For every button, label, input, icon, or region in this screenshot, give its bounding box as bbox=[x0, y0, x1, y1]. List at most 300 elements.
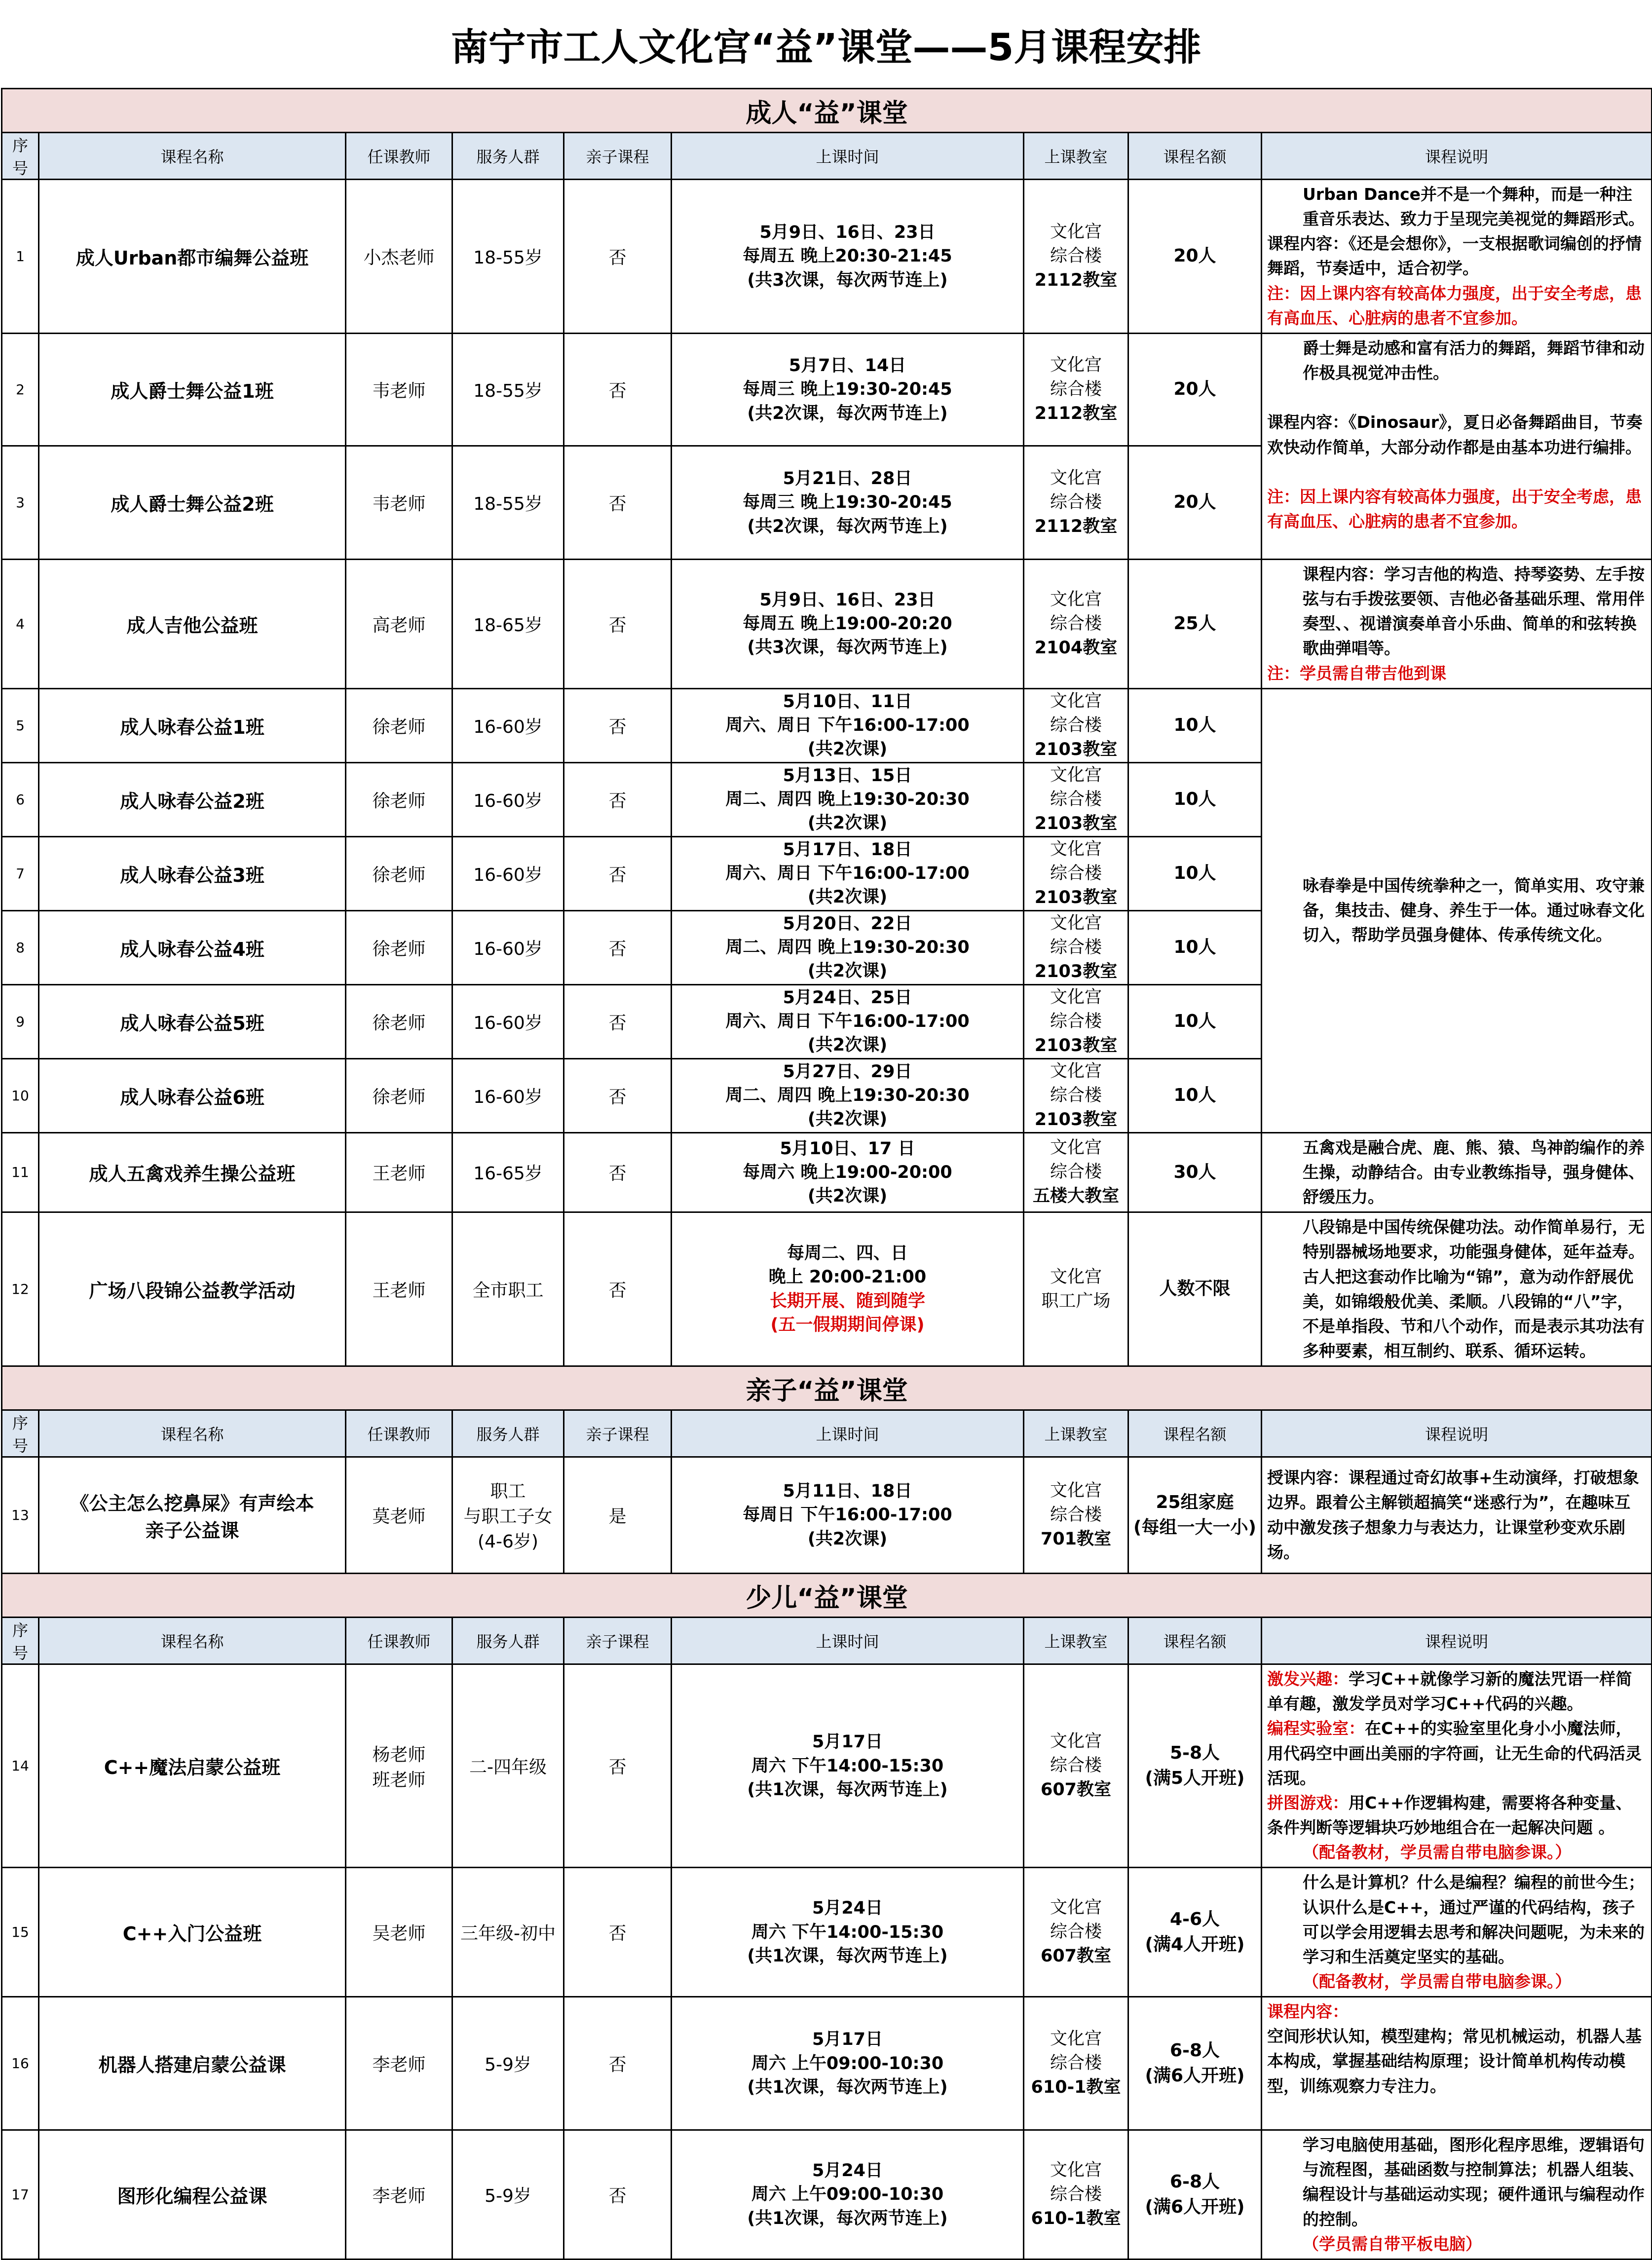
course-description bbox=[1262, 559, 1652, 688]
classroom-line: 文化宫 bbox=[1050, 1898, 1102, 1918]
table-row bbox=[2, 1457, 1652, 1574]
course-description bbox=[1262, 688, 1652, 1132]
class-time bbox=[672, 1457, 1024, 1574]
description-note: 注：因上课内容有较高体力强度，出于安全考虑，患有高血压、心脏病的患者不宜参加。 bbox=[1267, 487, 1642, 531]
class-time bbox=[672, 1997, 1024, 2130]
column-header: 课程名额 bbox=[1128, 1618, 1262, 1664]
classroom-line: 2104教室 bbox=[1034, 638, 1118, 658]
course-name bbox=[39, 1457, 346, 1574]
description-text: 授课内容：课程通过奇幻故事+生动演绎，打破想象边界。跟着公主解锁超搞笑“迷惑行为”，在趣味互动中激发孩子想象力与表达力，让课堂秒变欢乐剧场。 bbox=[1267, 1468, 1639, 1562]
target-group bbox=[452, 1457, 564, 1574]
class-time bbox=[672, 2130, 1024, 2260]
family-course-flag: 否 bbox=[564, 559, 672, 688]
description-note: （配备教材，学员需自带电脑参课。） bbox=[1303, 1972, 1572, 1991]
row-number: 16 bbox=[2, 1997, 39, 2130]
class-time-line: 5月24日 bbox=[812, 1898, 883, 1919]
family-course-flag: 否 bbox=[564, 836, 672, 910]
class-time-line: (共2次课) bbox=[807, 1035, 888, 1055]
target-group: 16-60岁 bbox=[452, 1058, 564, 1132]
section-title: 亲子“益”课堂 bbox=[2, 1366, 1652, 1410]
seat-quota bbox=[1128, 446, 1262, 559]
seat-quota bbox=[1128, 1212, 1262, 1366]
classroom-line: 综合楼 bbox=[1050, 1922, 1102, 1942]
classroom-line: 综合楼 bbox=[1050, 246, 1102, 266]
classroom-line: 综合楼 bbox=[1050, 1756, 1102, 1776]
course-name: C++入门公益班 bbox=[39, 1868, 346, 1997]
description-item-label: 拼图游戏： bbox=[1267, 1793, 1349, 1812]
family-course-flag: 否 bbox=[564, 1997, 672, 2130]
family-course-flag: 否 bbox=[564, 762, 672, 836]
seat-quota bbox=[1128, 333, 1262, 446]
seat-quota-line: (每组一大一小) bbox=[1133, 1517, 1256, 1538]
description-item-label: 激发兴趣： bbox=[1267, 1669, 1349, 1689]
row-number: 10 bbox=[2, 1058, 39, 1132]
family-course-flag: 否 bbox=[564, 688, 672, 762]
description-spacer bbox=[1267, 460, 1646, 485]
class-time-line: 每周五 晚上19:00-20:20 bbox=[743, 614, 952, 634]
classroom-line: 文化宫 bbox=[1050, 1061, 1102, 1081]
class-time-line: 周二、周四 晚上19:30-20:30 bbox=[725, 1086, 970, 1106]
teacher bbox=[346, 1868, 452, 1997]
classroom-line: 文化宫 bbox=[1050, 589, 1102, 609]
classroom-line: 文化宫 bbox=[1050, 1481, 1102, 1501]
course-name: 成人爵士舞公益2班 bbox=[39, 446, 346, 559]
family-course-flag: 否 bbox=[564, 1868, 672, 1997]
class-time-line: (共1次课，每次两节连上) bbox=[747, 2077, 948, 2097]
column-header: 服务人群 bbox=[452, 133, 564, 180]
family-course-flag: 否 bbox=[564, 333, 672, 446]
row-number: 17 bbox=[2, 2130, 39, 2260]
description-item-text: 用C++作逻辑构建，需要将各种变量、条件判断等逻辑块巧妙地组合在一起解决问题 。 bbox=[1267, 1793, 1632, 1838]
course-name: 成人咏春公益3班 bbox=[39, 836, 346, 910]
column-header: 上课教室 bbox=[1024, 133, 1128, 180]
classroom-line: 综合楼 bbox=[1050, 1505, 1102, 1525]
classroom-line: 701教室 bbox=[1040, 1529, 1112, 1549]
class-time-line: 5月9日、16日、23日 bbox=[759, 223, 936, 243]
classroom bbox=[1024, 836, 1128, 910]
classroom-line: 文化宫 bbox=[1050, 222, 1102, 242]
column-header: 课程名额 bbox=[1128, 133, 1262, 180]
family-course-flag: 否 bbox=[564, 1212, 672, 1366]
course-description bbox=[1262, 2130, 1652, 2260]
classroom-line: 2103教室 bbox=[1034, 887, 1118, 907]
seat-quota bbox=[1128, 688, 1262, 762]
course-schedule-table bbox=[1, 88, 1652, 2260]
classroom-line: 文化宫 bbox=[1050, 2029, 1102, 2049]
column-header-row bbox=[2, 1410, 1652, 1457]
seat-quota-line: 人数不限 bbox=[1159, 1279, 1231, 1299]
class-time bbox=[672, 180, 1024, 334]
target-group-line: 职工 bbox=[490, 1481, 526, 1502]
classroom-line: 610-1教室 bbox=[1031, 2209, 1121, 2229]
section-header bbox=[2, 1574, 1652, 1618]
row-number: 7 bbox=[2, 836, 39, 910]
class-time-line: (共2次课) bbox=[807, 813, 888, 833]
seat-quota-line: (满5人开班) bbox=[1145, 1768, 1245, 1788]
classroom-line: 文化宫 bbox=[1050, 839, 1102, 859]
description-text: 咏春拳是中国传统拳种之一，简单实用、攻守兼备，集技击、健身、养生于一体。通过咏春文化切入，帮助学员强身健体、传承传统文化。 bbox=[1303, 875, 1645, 945]
classroom bbox=[1024, 1212, 1128, 1366]
seat-quota bbox=[1128, 762, 1262, 836]
row-number: 8 bbox=[2, 910, 39, 984]
description-text: 八段锦是中国传统保健功法。动作简单易行，无特别器械场地要求，功能强身健体，延年益寿。古人把这套动作比喻为“锦”，意为动作舒展优美，如锦缎般优美、柔顺。八段锦的“八”字，不是单指段、节和八个动作，而是表示其功法有多种要素，相互制约、联系、循环运转。 bbox=[1303, 1217, 1645, 1360]
target-group: 18-55岁 bbox=[452, 180, 564, 334]
description-note: 注：因上课内容有较高体力强度，出于安全考虑，患有高血压、心脏病的患者不宜参加。 bbox=[1267, 283, 1642, 328]
classroom bbox=[1024, 1868, 1128, 1997]
classroom bbox=[1024, 688, 1128, 762]
classroom-line: 2103教室 bbox=[1034, 739, 1118, 759]
column-header: 课程说明 bbox=[1262, 1618, 1652, 1664]
classroom-line: 2103教室 bbox=[1034, 1109, 1118, 1130]
classroom bbox=[1024, 559, 1128, 688]
column-header: 上课时间 bbox=[672, 1618, 1024, 1664]
classroom-line: 2103教室 bbox=[1034, 961, 1118, 981]
table-row bbox=[2, 1868, 1652, 1997]
column-header: 课程名称 bbox=[39, 1618, 346, 1664]
seat-quota-line: 20人 bbox=[1173, 379, 1216, 400]
target-group-line: 与职工子女 bbox=[463, 1507, 553, 1527]
classroom-line: 综合楼 bbox=[1050, 1085, 1102, 1105]
course-name: 机器人搭建启蒙公益课 bbox=[39, 1997, 346, 2130]
class-time-line: 周二、周四 晚上19:30-20:30 bbox=[725, 938, 970, 958]
target-group: 18-55岁 bbox=[452, 333, 564, 446]
classroom-line: 2112教室 bbox=[1034, 516, 1118, 536]
class-time-line: 5月10日、11日 bbox=[783, 691, 912, 712]
classroom-line: 综合楼 bbox=[1050, 937, 1102, 957]
classroom-line: 文化宫 bbox=[1050, 987, 1102, 1007]
target-group: 16-60岁 bbox=[452, 688, 564, 762]
classroom bbox=[1024, 1997, 1128, 2130]
teacher bbox=[346, 1997, 452, 2130]
teacher bbox=[346, 1664, 452, 1868]
target-group: 18-65岁 bbox=[452, 559, 564, 688]
class-time-line: 周六、周日 下午16:00-17:00 bbox=[725, 716, 970, 736]
target-group-line: (4-6岁) bbox=[478, 1532, 538, 1552]
class-time-line: 每周日 下午16:00-17:00 bbox=[743, 1505, 952, 1525]
class-time bbox=[672, 1664, 1024, 1868]
classroom-line: 综合楼 bbox=[1050, 1162, 1102, 1182]
course-name: C++魔法启蒙公益班 bbox=[39, 1664, 346, 1868]
seat-quota bbox=[1128, 559, 1262, 688]
seat-quota bbox=[1128, 984, 1262, 1058]
table-row bbox=[2, 559, 1652, 688]
target-group: 二-四年级 bbox=[452, 1664, 564, 1868]
class-time-line: 5月10日、17 日 bbox=[780, 1138, 915, 1159]
seat-quota-line: 25组家庭 bbox=[1156, 1492, 1234, 1513]
description-item-text: 学习C++就像学习新的魔法咒语一样简单有趣，激发学员对学习C++代码的兴趣。 bbox=[1267, 1669, 1632, 1714]
classroom-line: 综合楼 bbox=[1050, 715, 1102, 735]
teacher-line: 李老师 bbox=[372, 2055, 426, 2075]
column-header: 序号 bbox=[2, 1618, 39, 1664]
classroom bbox=[1024, 1664, 1128, 1868]
course-name: 成人五禽戏养生操公益班 bbox=[39, 1132, 346, 1212]
class-time-line: 周六 上午09:00-10:30 bbox=[751, 2053, 944, 2073]
row-number: 3 bbox=[2, 446, 39, 559]
description-note: 注：学员需自带吉他到课 bbox=[1267, 663, 1446, 683]
row-number: 15 bbox=[2, 1868, 39, 1997]
family-course-flag: 否 bbox=[564, 984, 672, 1058]
classroom-line: 综合楼 bbox=[1050, 613, 1102, 634]
class-time bbox=[672, 1132, 1024, 1212]
row-number: 4 bbox=[2, 559, 39, 688]
column-header: 服务人群 bbox=[452, 1618, 564, 1664]
row-number: 2 bbox=[2, 333, 39, 446]
class-time-line: 周六 下午14:00-15:30 bbox=[751, 1922, 944, 1942]
column-header: 上课教室 bbox=[1024, 1618, 1128, 1664]
class-time-line: (共2次课) bbox=[807, 961, 888, 981]
description-spacer bbox=[1267, 385, 1646, 410]
section-header bbox=[2, 1366, 1652, 1410]
class-time-line: 周六 下午14:00-15:30 bbox=[751, 1756, 944, 1776]
table-row bbox=[2, 688, 1652, 762]
description-note: （配备教材，学员需自带电脑参课。） bbox=[1303, 1843, 1572, 1862]
column-header: 上课时间 bbox=[672, 1410, 1024, 1457]
row-number: 5 bbox=[2, 688, 39, 762]
class-time-note: (五一假期期间停课) bbox=[770, 1315, 925, 1335]
table-row bbox=[2, 180, 1652, 334]
classroom-line: 文化宫 bbox=[1050, 1138, 1102, 1158]
teacher: 徐老师 bbox=[346, 984, 452, 1058]
course-description bbox=[1262, 1212, 1652, 1366]
class-time-line: 5月7日、14日 bbox=[788, 355, 906, 376]
description-text: 学习电脑使用基础，图形化程序思维，逻辑语句与流程图，基础函数与控制算法；机器人组装、编程设计与基础运动实现；硬件通讯与编程动作的控制。 bbox=[1303, 2135, 1645, 2229]
description-text: 五禽戏是融合虎、鹿、熊、猿、鸟神韵编作的养生操，动静结合。由专业教练指导，强身健体、舒缓压力。 bbox=[1303, 1137, 1645, 1207]
classroom-line: 607教室 bbox=[1040, 1946, 1112, 1966]
target-group: 16-60岁 bbox=[452, 836, 564, 910]
seat-quota-line: 5-8人 bbox=[1169, 1743, 1220, 1764]
classroom-line: 2112教室 bbox=[1034, 270, 1118, 290]
description-note: （学员需自带平板电脑） bbox=[1303, 2234, 1482, 2254]
class-time-line: (共2次课) bbox=[807, 1186, 888, 1206]
course-name: 成人吉他公益班 bbox=[39, 559, 346, 688]
column-header: 课程说明 bbox=[1262, 1410, 1652, 1457]
column-header: 任课教师 bbox=[346, 1618, 452, 1664]
classroom-line: 文化宫 bbox=[1050, 765, 1102, 785]
seat-quota bbox=[1128, 1868, 1262, 1997]
class-time bbox=[672, 762, 1024, 836]
target-group: 16-60岁 bbox=[452, 910, 564, 984]
column-header: 序号 bbox=[2, 1410, 39, 1457]
class-time-line: 周六 上午09:00-10:30 bbox=[751, 2185, 944, 2205]
classroom bbox=[1024, 762, 1128, 836]
class-time bbox=[672, 1868, 1024, 1997]
column-header-row bbox=[2, 133, 1652, 180]
course-name-line: 《公主怎么挖鼻屎》有声绘本 bbox=[70, 1492, 314, 1514]
class-time-line: 5月20日、22日 bbox=[783, 913, 912, 934]
seat-quota bbox=[1128, 1132, 1262, 1212]
target-group: 16-60岁 bbox=[452, 762, 564, 836]
class-time-line: (共2次课) bbox=[807, 1529, 888, 1549]
course-name: 成人咏春公益6班 bbox=[39, 1058, 346, 1132]
class-time bbox=[672, 333, 1024, 446]
class-time-line: 5月9日、16日、23日 bbox=[759, 590, 936, 610]
seat-quota-line: 10人 bbox=[1173, 1085, 1216, 1106]
class-time-line: 周六、周日 下午16:00-17:00 bbox=[725, 1012, 970, 1032]
column-header: 序号 bbox=[2, 133, 39, 180]
seat-quota bbox=[1128, 1457, 1262, 1574]
seat-quota bbox=[1128, 1997, 1262, 2130]
page-title: 南宁市工人文化宫“益”课堂——5月课程安排 bbox=[451, 25, 1201, 69]
description-text: 课程内容：《Dinosaur》，夏日必备舞蹈曲目，节奏欢快动作简单，大部分动作都是由基本功进行编排。 bbox=[1267, 413, 1643, 457]
description-text: 空间形状认知，模型建构；常见机械运动，机器人基本构成，掌握基础结构原理；设计简单机构传动模型，训练观察力专注力。 bbox=[1267, 2027, 1642, 2096]
seat-quota bbox=[1128, 836, 1262, 910]
family-course-flag: 否 bbox=[564, 446, 672, 559]
class-time bbox=[672, 559, 1024, 688]
class-time-note: 长期开展、随到随学 bbox=[769, 1291, 925, 1311]
classroom-line: 2112教室 bbox=[1034, 403, 1118, 423]
seat-quota-line: 10人 bbox=[1173, 715, 1216, 736]
classroom bbox=[1024, 2130, 1128, 2260]
teacher: 小杰老师 bbox=[346, 180, 452, 334]
family-course-flag: 是 bbox=[564, 1457, 672, 1574]
classroom bbox=[1024, 180, 1128, 334]
teacher: 莫老师 bbox=[346, 1457, 452, 1574]
class-time-line: (共2次课，每次两节连上) bbox=[747, 516, 948, 536]
seat-quota-line: 4-6人 bbox=[1169, 1909, 1220, 1930]
classroom-line: 综合楼 bbox=[1050, 2185, 1102, 2205]
family-course-flag: 否 bbox=[564, 1664, 672, 1868]
teacher-line: 杨老师 bbox=[372, 1744, 426, 1765]
class-time-line: (共2次课) bbox=[807, 739, 888, 759]
teacher: 徐老师 bbox=[346, 910, 452, 984]
classroom-line: 文化宫 bbox=[1050, 355, 1102, 375]
description-item-label: 编程实验室： bbox=[1267, 1719, 1365, 1738]
class-time bbox=[672, 910, 1024, 984]
class-time-line: 5月27日、29日 bbox=[783, 1061, 912, 1082]
column-header: 上课时间 bbox=[672, 133, 1024, 180]
class-time bbox=[672, 1058, 1024, 1132]
family-course-flag: 否 bbox=[564, 2130, 672, 2260]
teacher bbox=[346, 2130, 452, 2260]
seat-quota-line: (满4人开班) bbox=[1145, 1934, 1245, 1955]
class-time-line: 每周六 晚上19:00-20:00 bbox=[743, 1162, 952, 1182]
seat-quota bbox=[1128, 1058, 1262, 1132]
teacher-line: 班老师 bbox=[372, 1770, 426, 1790]
family-course-flag: 否 bbox=[564, 910, 672, 984]
column-header: 上课教室 bbox=[1024, 1410, 1128, 1457]
column-header-row bbox=[2, 1618, 1652, 1664]
classroom-line: 2103教室 bbox=[1034, 813, 1118, 833]
table-row bbox=[2, 1132, 1652, 1212]
column-header: 任课教师 bbox=[346, 1410, 452, 1457]
teacher: 徐老师 bbox=[346, 688, 452, 762]
teacher: 王老师 bbox=[346, 1212, 452, 1366]
course-name: 成人咏春公益5班 bbox=[39, 984, 346, 1058]
classroom-line: 610-1教室 bbox=[1031, 2077, 1121, 2098]
row-number: 6 bbox=[2, 762, 39, 836]
class-time-line: 晚上 20:00-21:00 bbox=[768, 1267, 927, 1287]
teacher: 徐老师 bbox=[346, 836, 452, 910]
class-time-line: 5月11日、18日 bbox=[783, 1481, 912, 1502]
class-time bbox=[672, 688, 1024, 762]
classroom-line: 综合楼 bbox=[1050, 789, 1102, 809]
description-text: 什么是计算机？什么是编程？编程的前世今生；认识什么是C++，通过严谨的代码结构，孩子可以学会用逻辑去思考和解决问题呢，为未来的学习和生活奠定坚实的基础。 bbox=[1303, 1873, 1645, 1966]
class-time-line: 5月17日 bbox=[812, 2030, 883, 2050]
seat-quota-line: 20人 bbox=[1173, 492, 1216, 513]
classroom bbox=[1024, 910, 1128, 984]
class-time-line: 5月17日、18日 bbox=[783, 839, 912, 860]
classroom-line: 综合楼 bbox=[1050, 863, 1102, 883]
column-header: 服务人群 bbox=[452, 1410, 564, 1457]
seat-quota-line: 30人 bbox=[1173, 1162, 1216, 1182]
family-course-flag: 否 bbox=[564, 1058, 672, 1132]
class-time-line: (共2次课，每次两节连上) bbox=[747, 403, 948, 423]
classroom-line: 文化宫 bbox=[1050, 468, 1102, 488]
row-number: 11 bbox=[2, 1132, 39, 1212]
family-course-flag: 否 bbox=[564, 1132, 672, 1212]
class-time-line: (共1次课，每次两节连上) bbox=[747, 2208, 948, 2228]
course-name: 成人Urban都市编舞公益班 bbox=[39, 180, 346, 334]
classroom-line: 文化宫 bbox=[1050, 2160, 1102, 2181]
class-time-line: 5月21日、28日 bbox=[783, 468, 912, 489]
class-time-line: 5月24日、25日 bbox=[783, 987, 912, 1008]
classroom bbox=[1024, 333, 1128, 446]
target-group: 16-65岁 bbox=[452, 1132, 564, 1212]
class-time-line: 5月24日 bbox=[812, 2161, 883, 2181]
seat-quota-line: 10人 bbox=[1173, 789, 1216, 810]
class-time-line: 每周五 晚上20:30-21:45 bbox=[743, 246, 952, 266]
column-header: 课程名额 bbox=[1128, 1410, 1262, 1457]
course-name: 成人咏春公益4班 bbox=[39, 910, 346, 984]
row-number: 12 bbox=[2, 1212, 39, 1366]
class-time-line: 周二、周四 晚上19:30-20:30 bbox=[725, 790, 970, 810]
description-item bbox=[1267, 1667, 1646, 1716]
description-item-text: 在C++的实验室里化身小小魔法师，用代码空中画出美丽的字符画，让无生命的代码活灵活现。 bbox=[1267, 1719, 1642, 1788]
class-time bbox=[672, 1212, 1024, 1366]
classroom-line: 文化宫 bbox=[1050, 913, 1102, 933]
course-description bbox=[1262, 180, 1652, 334]
teacher: 徐老师 bbox=[346, 1058, 452, 1132]
course-name: 图形化编程公益课 bbox=[39, 2130, 346, 2260]
class-time bbox=[672, 836, 1024, 910]
seat-quota-line: (满6人开班) bbox=[1145, 2196, 1245, 2217]
seat-quota-line: 6-8人 bbox=[1169, 2040, 1220, 2061]
column-header: 亲子课程 bbox=[564, 1618, 672, 1664]
course-name-line: 亲子公益课 bbox=[145, 1519, 239, 1542]
seat-quota-line: 6-8人 bbox=[1169, 2172, 1220, 2192]
target-group: 16-60岁 bbox=[452, 984, 564, 1058]
class-time bbox=[672, 446, 1024, 559]
classroom-line: 综合楼 bbox=[1050, 492, 1102, 512]
section-title: 成人“益”课堂 bbox=[2, 89, 1652, 133]
teacher: 王老师 bbox=[346, 1132, 452, 1212]
table-row bbox=[2, 1212, 1652, 1366]
class-time-line: (共3次课，每次两节连上) bbox=[747, 638, 948, 658]
classroom bbox=[1024, 1058, 1128, 1132]
column-header: 课程说明 bbox=[1262, 133, 1652, 180]
column-header: 课程名称 bbox=[39, 133, 346, 180]
column-header: 任课教师 bbox=[346, 133, 452, 180]
description-item bbox=[1267, 1716, 1646, 1790]
classroom-line: 职工广场 bbox=[1041, 1291, 1111, 1311]
course-name: 成人咏春公益2班 bbox=[39, 762, 346, 836]
description-text: 课程内容：《还是会想你》，一支根据歌词编创的抒情舞蹈，节奏适中，适合初学。 bbox=[1267, 234, 1642, 278]
course-name: 成人爵士舞公益1班 bbox=[39, 333, 346, 446]
classroom-line: 文化宫 bbox=[1050, 1267, 1102, 1287]
description-text: 爵士舞是动感和富有活力的舞蹈，舞蹈节律和动作极具视觉冲击性。 bbox=[1303, 338, 1645, 383]
row-number: 14 bbox=[2, 1664, 39, 1868]
course-description bbox=[1262, 1868, 1652, 1997]
row-number: 1 bbox=[2, 180, 39, 334]
classroom-line: 综合楼 bbox=[1050, 2053, 1102, 2073]
section-header bbox=[2, 89, 1652, 133]
course-description bbox=[1262, 1997, 1652, 2130]
class-time-line: 每周三 晚上19:30-20:45 bbox=[743, 492, 952, 513]
table-row bbox=[2, 1664, 1652, 1868]
description-item bbox=[1267, 1791, 1646, 1840]
target-group: 全市职工 bbox=[452, 1212, 564, 1366]
classroom-line: 综合楼 bbox=[1050, 1011, 1102, 1031]
